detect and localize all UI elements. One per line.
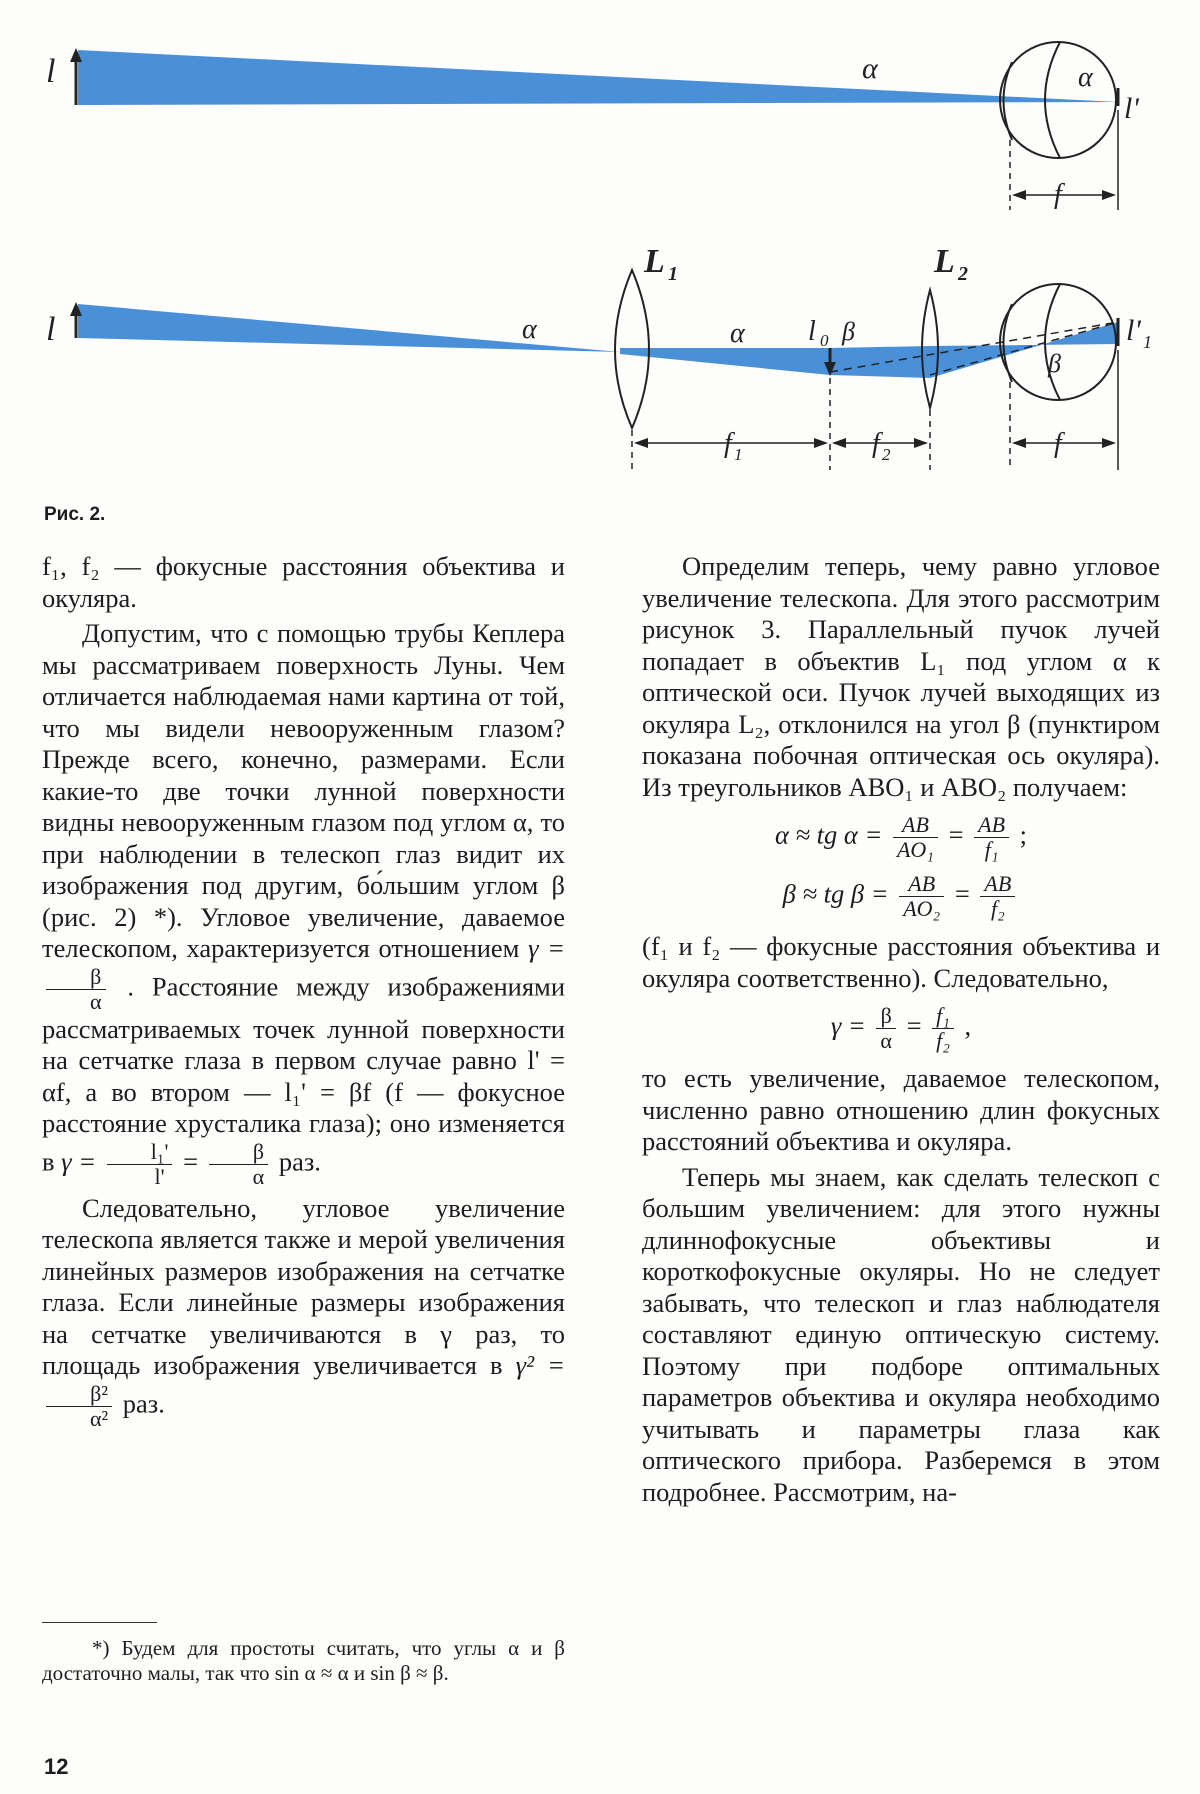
label-f1: f — [724, 428, 732, 459]
left-column — [42, 551, 565, 1435]
formula-gamma-end: , — [964, 1010, 972, 1041]
bottom-label-object: l — [46, 311, 56, 348]
fraction-numerator: AB — [980, 872, 1015, 897]
dim-f2-l — [832, 438, 846, 448]
bottom-label-alpha-2: α — [730, 318, 745, 349]
dim-f-l — [1012, 438, 1026, 448]
fraction-denominator: AO₂ — [903, 896, 941, 921]
label-l0: l — [808, 316, 816, 347]
bottom-label-image-sub: 1 — [1143, 332, 1152, 352]
left-p3-text-a: Следовательно, угловое увеличение телескопа является также и мерой увеличения линейных размеров изображения на сетчатке глаза. Если линейные размеры изображения на сетчатке увеличиваются в γ раз, то площадь изображения увеличивается в — [42, 1192, 565, 1380]
bottom-label-alpha-1: α — [522, 314, 537, 345]
formula-gamma-lhs: γ = — [830, 1010, 866, 1041]
label-beta-1: β — [842, 317, 855, 346]
fraction-denominator: f₁ — [984, 837, 999, 862]
fraction-denominator: α — [90, 988, 102, 1014]
label-l0-sub: 0 — [820, 331, 829, 350]
fraction-numerator: AB — [899, 872, 944, 897]
left-p2-fraction-1 — [46, 965, 106, 1014]
bottom-diagram — [46, 243, 1152, 470]
top-label-image: l' — [1124, 92, 1139, 125]
right-paragraph-4: Теперь мы знаем, как сделать телескоп с большим увеличением: для этого нужны длиннофокусные объективы и короткофокусные окуляры. Но не следует забывать, что телескоп и глаз наблюдателя составляют единую оптическую систему. Поэтому при подборе оптимальных параметров объектива и окуляра необходимо учитывать и параметры глаза как оптического прибора. Разберемся в этом подробнее. Рассмотрим, на- — [642, 1161, 1160, 1507]
formula-alpha-end: ; — [1019, 819, 1028, 850]
formula-beta-frac-2 — [980, 872, 1015, 921]
left-paragraph-1: f₁, f₂ — фокусные расстояния объектива и окуляра. — [42, 551, 565, 613]
top-diagram — [46, 42, 1139, 210]
label-f2: f — [872, 428, 880, 459]
formula-alpha — [642, 813, 1160, 862]
left-p2-text-a: Допустим, что с помощью трубы Кеплера мы рассматриваем поверхность Луны. Чем отличается наблюдаемая нами картина от той, что мы видели невооруженным глазом? Прежде всего, конечно, размерами. Если какие-то две точки лунной поверхности видны невооруженным глазом под углом α, то при наблюдении в телескоп глаз видит их изображения под другим, бо́льшим углом β (рис. 2) *). Угловое увеличение, даваемое телескопом, характеризуется отношением — [42, 618, 565, 963]
bottom-beam-objective — [620, 348, 830, 375]
bottom-label-image: l' — [1126, 314, 1141, 347]
footnote-rule — [42, 1622, 157, 1623]
label-beta-2: β — [1048, 349, 1061, 378]
top-focal-arrowhead-l — [1012, 190, 1026, 200]
formula-alpha-eq: = — [948, 819, 964, 850]
fraction-denominator: l' — [154, 1163, 165, 1189]
footnote: *) Будем для простоты считать, что углы α и β достаточно малы, так что sin α ≈ α и sin β ≈ β. — [42, 1636, 565, 1685]
fraction-numerator: β — [209, 1140, 269, 1165]
formula-beta-eq: = — [954, 878, 970, 909]
label-f2-sub: 2 — [882, 445, 891, 464]
left-p2-text-c: раз. — [278, 1146, 321, 1177]
formula-alpha-frac-2 — [974, 813, 1009, 862]
dim-f1-r — [814, 438, 828, 448]
left-p3-gamma: γ² = — [515, 1350, 565, 1380]
label-L2: L — [934, 243, 955, 280]
left-p2-text-b: . Расстояние между изображениями рассматриваемых точек лунной поверхности на сетчатке глаза в первом случае равно l' = αf, а во втором — l₁' = βf (f — фокусное расстояние хрусталика глаза); оно изменяется в — [42, 971, 565, 1177]
top-focal-arrowhead-r — [1102, 190, 1116, 200]
dim-f-r — [1102, 438, 1116, 448]
formula-beta-lhs: β ≈ tg β = — [782, 878, 889, 909]
fraction-denominator: AO₁ — [896, 837, 934, 862]
top-label-angle-1: α — [862, 52, 878, 85]
fraction-numerator: l₁' — [107, 1140, 173, 1165]
right-column — [642, 551, 1160, 1512]
top-beam — [78, 50, 1118, 105]
left-paragraph-3 — [42, 1193, 565, 1431]
formula-gamma-eq: = — [906, 1010, 922, 1041]
fraction-numerator: AB — [974, 813, 1009, 838]
label-L1-sub: 1 — [668, 263, 678, 285]
bottom-beam-object — [78, 304, 620, 352]
formula-beta — [642, 872, 1160, 921]
left-paragraph-2 — [42, 618, 565, 1189]
left-p3-fraction — [46, 1382, 112, 1431]
left-p2-gamma-2: γ = — [61, 1146, 97, 1177]
fraction-numerator: β — [46, 965, 106, 990]
formula-beta-frac-1 — [899, 872, 944, 921]
fraction-denominator: f₂ — [990, 896, 1005, 921]
formula-alpha-lhs: α ≈ tg α = — [774, 819, 883, 850]
dim-f2-r — [914, 438, 928, 448]
top-label-object: l — [46, 53, 56, 90]
label-f1-sub: 1 — [734, 445, 743, 464]
dim-f1-l — [634, 438, 648, 448]
fraction-denominator: f₂ — [936, 1028, 950, 1053]
fraction-denominator: α — [880, 1028, 892, 1053]
right-paragraph-3: то есть увеличение, даваемое телескопом, численно равно отношению длин фокусных расстояний объектива и окуляра. — [642, 1063, 1160, 1156]
left-p3-text-b: раз. — [122, 1388, 165, 1419]
figure-2-telescope-diagram — [0, 0, 1200, 500]
page-number: 12 — [44, 1754, 69, 1779]
bottom-beam-eyepiece — [830, 346, 930, 378]
formula-gamma-frac-2 — [932, 1004, 954, 1053]
fraction-numerator: β² — [46, 1382, 112, 1407]
label-L1: L — [644, 243, 665, 280]
left-p2-fraction-2 — [107, 1140, 173, 1189]
right-paragraph-1: Определим теперь, чему равно угловое увеличение телескопа. Для этого рассмотрим рисунок 3. Параллельный пучок лучей попадает в объектив L₁ под углом α к оптической оси. Пучок лучей выходящих из окуляра L₂, отклонился на угол β (пунктиром показана побочная оптическая ось окуляра). Из треугольников ABO₁ и ABO₂ получаем: — [642, 551, 1160, 802]
fraction-denominator: α² — [90, 1405, 109, 1431]
left-p2-eq: = — [183, 1146, 199, 1177]
top-label-angle-2: α — [1078, 62, 1093, 93]
label-f: f — [1054, 428, 1062, 459]
formula-gamma — [642, 1004, 1160, 1053]
left-p2-gamma: γ = — [528, 933, 565, 963]
fraction-numerator: AB — [893, 813, 938, 838]
formula-alpha-frac-1 — [893, 813, 938, 862]
fraction-denominator: α — [252, 1163, 265, 1189]
figure-caption: Рис. 2. — [44, 504, 106, 525]
right-paragraph-2: (f₁ и f₂ — фокусные расстояния объектива и окуляра соответственно). Следовательно, — [642, 931, 1160, 993]
label-L2-sub: 2 — [958, 263, 968, 285]
formula-gamma-frac-1 — [876, 1004, 896, 1053]
fraction-numerator: β — [876, 1004, 896, 1029]
bottom-eye-cornea — [1004, 304, 1013, 382]
fraction-numerator: f₁ — [932, 1004, 954, 1029]
left-p2-fraction-3 — [209, 1140, 269, 1189]
top-label-focal: f — [1054, 179, 1062, 210]
